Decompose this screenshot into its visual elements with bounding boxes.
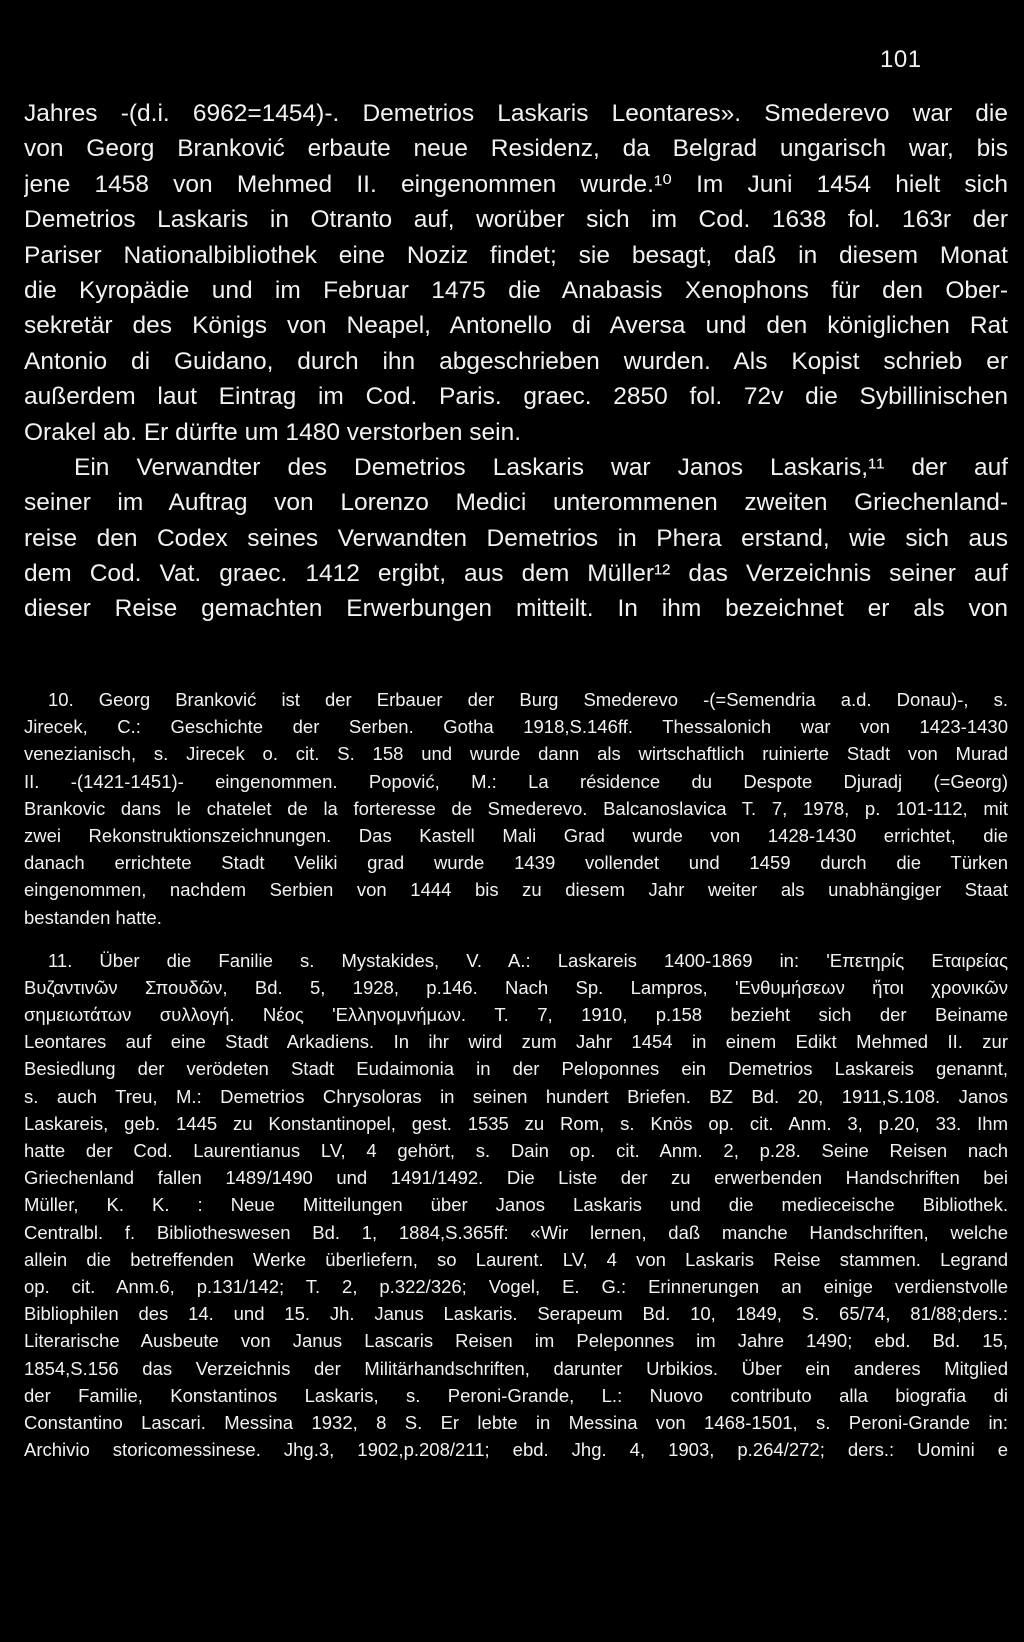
footnote-line: 1854,S.156 das Verzeichnis der Militärhandschriften, darunter Urbikios. Über ein anderes Mitglied xyxy=(24,1357,1008,1379)
body-line: Demetrios Laskaris in Otranto auf, worüber sich im Cod. 1638 fol. 163r der xyxy=(24,206,1008,234)
footnote-line: danach errichtete Stadt Veliki grad wurde 1439 vollendet und 1459 durch die Türken xyxy=(24,852,1008,874)
body-line: dieser Reise gemachten Erwerbungen mitteilt. In ihm bezeichnet er als von xyxy=(24,595,1008,623)
body-line: Pariser Nationalbibliothek eine Noziz findet; sie besagt, daß in diesem Monat xyxy=(24,241,1008,269)
body-line: Antonio di Guidano, durch ihn abgeschrieben wurden. Als Kopist schrieb er xyxy=(24,347,1008,375)
body-line: dem Cod. Vat. graec. 1412 ergibt, aus dem Müller¹² das Verzeichnis seiner auf xyxy=(24,560,1008,588)
footnote-line: Brankovic dans le chatelet de la forteresse de Smederevo. Balcanoslavica T. 7, 1978, p. 101-112, mit xyxy=(24,797,1008,819)
footnote-line: s. auch Treu, M.: Demetrios Chrysoloras in seinen hundert Briefen. BZ Bd. 20, 1911,S.108. Janos xyxy=(24,1085,1008,1107)
footnote-gap xyxy=(24,931,1008,947)
page-number: 101 xyxy=(880,46,922,73)
footnote-line: venezianisch, s. Jirecek o. cit. S. 158 und wurde dann als wirtschaftlich ruinierte Stadt von Murad xyxy=(24,743,1008,765)
body-line: Jahres -(d.i. 6962=1454)-. Demetrios Laskaris Leontares». Smederevo war die xyxy=(24,100,1008,127)
body-line: seiner im Auftrag von Lorenzo Medici unterommenen zweiten Griechenland- xyxy=(24,489,1008,517)
body-line: von Georg Branković erbaute neue Residenz, da Belgrad ungarisch war, bis xyxy=(24,135,1008,163)
footnote-line: Laskareis, geb. 1445 zu Konstantinopel, gest. 1535 zu Rom, s. Knös op. cit. Anm. 3, p.20, 33. Ihm xyxy=(24,1112,1008,1134)
footnote-line: der Familie, Konstantinos Laskaris, s. Peroni-Grande, L.: Nuovo contributo alla biografia di xyxy=(24,1384,1008,1406)
footnote-line: zwei Rekonstruktionszeichnungen. Das Kastell Mali Grad wurde von 1428-1430 errichtet, die xyxy=(24,824,1008,846)
footnote-line: Constantino Lascari. Messina 1932, 8 S. Er lebte in Messina von 1468-1501, s. Peroni-Grande in: xyxy=(24,1411,1008,1433)
footnote-line: Archivio storicomessinese. Jhg.3, 1902,p.208/211; ebd. Jhg. 4, 1903, p.264/272; ders.: Uomini e xyxy=(24,1439,1008,1461)
footnote-line: bestanden hatte. xyxy=(24,906,162,928)
body-line: Ein Verwandter des Demetrios Laskaris war Janos Laskaris,¹¹ der auf xyxy=(74,453,1008,481)
footnote-line: Besiedlung der verödeten Stadt Eudaimonia in der Peloponnes ein Demetrios Laskareis genannt, xyxy=(24,1058,1008,1080)
footnote-line: op. cit. Anm.6, p.131/142; T. 2, p.322/326; Vogel, E. G.: Erinnerungen an einige verdienstvolle xyxy=(24,1275,1008,1297)
body-line: die Kyropädie und im Februar 1475 die Anabasis Xenophons für den Ober- xyxy=(24,276,1008,304)
body-line: Orakel ab. Er dürfte um 1480 verstorben sein. xyxy=(24,418,522,446)
body-line: außerdem laut Eintrag im Cod. Paris. graec. 2850 fol. 72v die Sybillinischen xyxy=(24,383,1008,411)
footnote-line: II. -(1421-1451)- eingenommen. Popović, M.: La résidence du Despote Djuradj (=Georg) xyxy=(24,770,1008,792)
body-text xyxy=(24,96,1008,627)
footnote-line: Βυζαντινῶν Σπουδῶν, Bd. 5, 1928, p.146. Nach Sp. Lampros, 'Ενθυμήσεων ἤτοι χρονικῶν xyxy=(24,976,1008,998)
body-line: jene 1458 von Mehmed II. eingenommen wurde.¹⁰ Im Juni 1454 hielt sich xyxy=(24,170,1008,198)
footnote-line: Bibliophilen des 14. und 15. Jh. Janus Laskaris. Serapeum Bd. 10, 1849, S. 65/74, 81/88;ders.: xyxy=(24,1303,1008,1325)
footnote-line: Griechenland fallen 1489/1490 und 1491/1492. Die Liste der zu erwerbenden Handschriften bei xyxy=(24,1167,1008,1189)
footnote-line: 11. Über die Fanilie s. Mystakides, V. A.: Laskareis 1400-1869 in: 'Επετηρίς Εταιρείας xyxy=(48,949,1008,971)
footnote-line: hatte der Cod. Laurentianus LV, 4 gehört, s. Dain op. cit. Anm. 2, p.28. Seine Reisen nach xyxy=(24,1140,1008,1162)
footnote-line: σημειωτάτων συλλογή. Νέος 'Ελληνομνήμων. T. 7, 1910, p.158 bezieht sich der Beiname xyxy=(24,1004,1008,1026)
body-line: sekretär des Königs von Neapel, Antonello di Aversa und den königlichen Rat xyxy=(24,312,1008,340)
footnote-line: Jirecek, C.: Geschichte der Serben. Gotha 1918,S.146ff. Thessalonich war von 1423-1430 xyxy=(24,716,1008,738)
footnote-line: Müller, K. K. : Neue Mitteilungen über Janos Laskaris und die medieceische Bibliothek. xyxy=(24,1194,1008,1216)
footnote-line: allein die betreffenden Werke überliefern, so Laurent. LV, 4 von Laskaris Reise stammen. Legrand xyxy=(24,1248,1008,1270)
footnote-line: 10. Georg Branković ist der Erbauer der Burg Smederevo -(=Semendria a.d. Donau)-, s. xyxy=(48,689,1008,710)
footnote-line: Literarische Ausbeute von Janus Lascaris Reisen im Peleponnes im Jahre 1490; ebd. Bd. 15, xyxy=(24,1330,1008,1352)
body-line: reise den Codex seines Verwandten Demetrios in Phera erstand, wie sich aus xyxy=(24,524,1008,552)
footnote-line: eingenommen, nachdem Serbien von 1444 bis zu diesem Jahr weiter als unabhängiger Staat xyxy=(24,879,1008,901)
footnote-line: Centralbl. f. Bibliotheswesen Bd. 1, 1884,S.365ff: «Wir lernen, daß manche Handschriften, welche xyxy=(24,1221,1008,1243)
footnote-line: Leontares auf eine Stadt Arkadiens. In ihr wird zum Jahr 1454 in einem Edikt Mehmed II. zur xyxy=(24,1031,1008,1053)
footnotes xyxy=(24,686,1008,1463)
